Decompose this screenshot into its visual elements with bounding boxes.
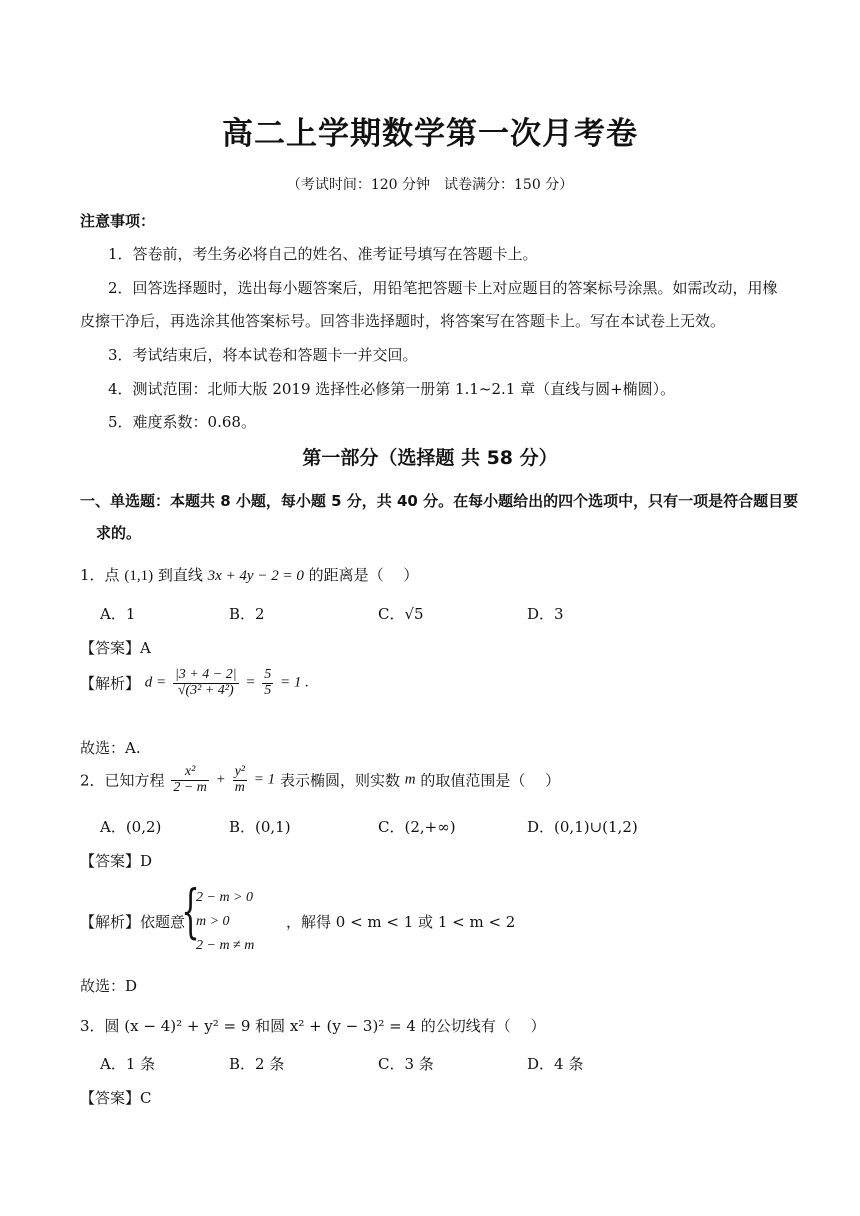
option-a: A．1 条: [100, 1055, 156, 1073]
inequality-system: [196, 886, 254, 958]
question-2: 2．已知方程 $\frac{\text{x²}}{2 - m}$ + $\frac{\text{y²}}{m}$ = 1 表示椭圆，则实数 m 的取值范围是（ ）: [80, 764, 561, 795]
choose: 故选：A.: [80, 739, 141, 757]
option-a: A．1: [100, 605, 136, 623]
option-b: B．2 条: [229, 1055, 285, 1073]
option-c: C．(2,+∞): [378, 818, 456, 836]
option-d: D．3: [527, 605, 564, 623]
part-instructions: 一、单选题：本题共 8 小题，每小题 5 分，共 40 分。在每小题给出的四个选项中，只有一项是符合题目要: [80, 492, 799, 510]
inequality: 2 − m > 0: [196, 890, 254, 905]
line-equation: 3x + 4y − 2 = 0: [207, 568, 304, 584]
option-b: B．(0,1): [229, 818, 291, 836]
question-1: [80, 564, 418, 585]
option-c: C．√5: [378, 605, 424, 623]
formula-part: d =: [144, 674, 167, 691]
page-title: 高二上学期数学第一次月考卷: [222, 116, 638, 152]
answer: 【答案】C: [80, 1089, 152, 1107]
choose: 故选：D: [80, 977, 138, 995]
fraction: $\frac{5}{5}$: [264, 667, 272, 698]
question-number: 1．点: [80, 566, 120, 584]
brace: {: [181, 877, 200, 945]
question-text: 到直线: [157, 566, 203, 584]
option-d: D．(0,1)∪(1,2): [527, 818, 638, 836]
notice-item: 2．回答选择题时，选出每小题答案后，用铅笔把答题卡上对应题目的答案标号涂黑。如需改动，用橡: [108, 279, 778, 297]
question-3: 3．圆 (x − 4)² + y² = 9 和圆 x² + (y − 3)² = 4 的公切线有（ ）: [80, 1017, 546, 1035]
answer: 【答案】A: [80, 639, 151, 657]
fraction: $\frac{\text{x²}}{2 - m}$: [173, 764, 207, 795]
notice-item: 4．测试范围：北师大版 2019 选择性必修第一册第 1.1~2.1 章（直线与圆+椭圆）。: [108, 380, 676, 398]
analysis: 【解析】 d = $\frac{|3 + 4 - 2|}{\text{√(3² + 4²)}}$ = $\frac{5}{5}$ = 1 .: [80, 667, 309, 698]
notice-item: 皮擦干净后，再选涂其他答案标号。回答非选择题时，将答案写在答题卡上。写在本试卷上无效。: [80, 312, 726, 330]
fraction: $\frac{|3 + 4 - 2|}{\text{√(3² + 4²)}}$: [174, 667, 237, 698]
option-a: A．(0,2): [100, 818, 162, 836]
notice-heading: 注意事项：: [80, 212, 156, 230]
notice-item: 1．答卷前，考生务必将自己的姓名、准考证号填写在答题卡上。: [108, 245, 538, 263]
inequality: m > 0: [196, 914, 230, 929]
notice-item: 5．难度系数：0.68。: [108, 413, 256, 431]
option-d: D．4 条: [527, 1055, 584, 1073]
inequality: 2 − m ≠ m: [196, 938, 255, 953]
option-b: B．2: [229, 605, 265, 623]
notice-item: 3．考试结束后，将本试卷和答题卡一并交回。: [108, 346, 418, 364]
analysis-result: ，解得 0 < m < 1 或 1 < m < 2: [286, 913, 516, 931]
analysis-label: 【解析】: [80, 674, 141, 693]
point: (1,1): [124, 568, 154, 584]
fraction: $\frac{\text{y²}}{m}$: [234, 764, 245, 795]
section-title: 第一部分（选择题 共 58 分）: [302, 447, 558, 469]
answer: 【答案】D: [80, 852, 153, 870]
option-c: C．3 条: [378, 1055, 434, 1073]
question-text: 的距离是（ ）: [308, 566, 419, 584]
exam-info: （考试时间：120 分钟 试卷满分：150 分）: [286, 177, 574, 193]
analysis-label: 【解析】依题意: [80, 913, 186, 931]
part-instructions: 求的。: [96, 524, 142, 542]
question-number: 2．已知方程: [80, 771, 165, 790]
